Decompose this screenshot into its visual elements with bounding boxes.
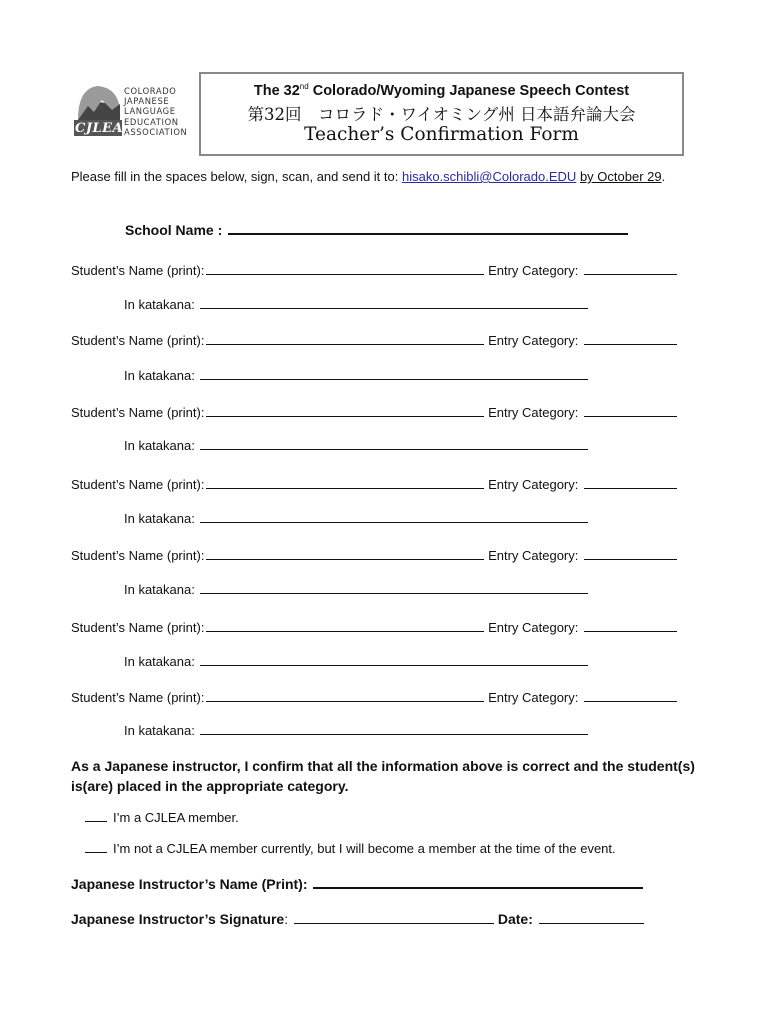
school-name-line[interactable] xyxy=(228,221,628,235)
instructor-signature-field[interactable]: Japanese Instructor’s Signature: Date: xyxy=(71,911,644,927)
contest-title: The 32nd Colorado/Wyoming Japanese Speech Contest xyxy=(253,82,630,99)
student-name-line[interactable] xyxy=(206,476,484,489)
katakana-row: In katakana: xyxy=(124,296,588,312)
katakana-line[interactable] xyxy=(200,367,588,380)
student-name-row: Student’s Name (print): Entry Category: xyxy=(71,689,677,705)
signature-label: Japanese Instructor’s Signature xyxy=(71,911,285,927)
entry-category-line[interactable] xyxy=(584,619,677,632)
deadline: by October 29 xyxy=(579,169,662,184)
logo-line: LANGUAGE xyxy=(124,106,176,117)
student-name-line[interactable] xyxy=(206,262,484,275)
katakana-row: In katakana: xyxy=(124,722,588,738)
katakana-row: In katakana: xyxy=(124,437,588,453)
cjlea-logo xyxy=(72,80,188,138)
entry-category-line[interactable] xyxy=(584,332,677,345)
katakana-row: In katakana: xyxy=(124,653,588,669)
student-name-row: Student’s Name (print): Entry Category: xyxy=(71,547,677,563)
school-name-field[interactable] xyxy=(125,221,628,238)
katakana-line[interactable] xyxy=(200,653,588,666)
katakana-row: In katakana: xyxy=(124,510,588,526)
student-name-line[interactable] xyxy=(206,547,484,560)
entry-category-line[interactable] xyxy=(584,262,677,275)
confirmation-statement: As a Japanese instructor, I confirm that all the information above is correct and the student(s) is(are) placed in the appropriate category. xyxy=(71,758,695,794)
student-name-row: Student’s Name (print): Entry Category: xyxy=(71,262,677,278)
student-name-line[interactable] xyxy=(206,619,484,632)
nonmember-check-line[interactable] xyxy=(85,840,107,853)
date-label: Date: xyxy=(497,911,537,927)
title-box xyxy=(199,72,684,156)
logo-acronym: CJLEA xyxy=(75,121,124,136)
student-name-line[interactable] xyxy=(206,689,484,702)
instructor-name-label: Japanese Instructor’s Name (Print): xyxy=(71,876,312,892)
signature-line[interactable] xyxy=(294,911,494,924)
instructor-name-line[interactable] xyxy=(313,875,643,889)
ordinal-suffix: nd xyxy=(299,82,309,91)
entry-category-line[interactable] xyxy=(584,476,677,489)
member-check-line[interactable] xyxy=(85,809,107,822)
student-name-row: Student’s Name (print): Entry Category: xyxy=(71,619,677,635)
date-line[interactable] xyxy=(539,911,644,924)
entry-category-line[interactable] xyxy=(584,404,677,417)
email-link[interactable]: hisako.schibli@Colorado.EDU xyxy=(401,169,577,184)
logo-line: JAPANESE xyxy=(124,96,170,107)
logo-line: EDUCATION xyxy=(124,116,179,127)
logo-line: COLORADO xyxy=(124,86,177,96)
nonmember-option[interactable] xyxy=(85,840,616,856)
instructions: Please fill in the spaces below, sign, scan, and send it to: hisako.schibli@Colorado.EDU by October 29. xyxy=(71,169,666,184)
instructor-name-field[interactable] xyxy=(71,875,643,892)
katakana-line[interactable] xyxy=(200,437,588,450)
student-name-line[interactable] xyxy=(206,332,484,345)
entry-category-line[interactable] xyxy=(584,547,677,560)
student-name-row: Student’s Name (print): Entry Category: xyxy=(71,332,677,348)
student-name-row: Student’s Name (print): Entry Category: xyxy=(71,404,677,420)
katakana-line[interactable] xyxy=(200,722,588,735)
katakana-line[interactable] xyxy=(200,581,588,594)
japanese-title: 第32回 コロラド・ワイオミング州 日本語弁論大会 xyxy=(247,105,636,124)
logo-line: ASSOCIATION xyxy=(124,126,188,137)
nonmember-option-label: I’m not a CJLEA member currently, but I will become a member at the time of the event. xyxy=(113,841,616,856)
katakana-row: In katakana: xyxy=(124,367,588,383)
member-option[interactable] xyxy=(85,809,239,825)
student-name-row: Student’s Name (print): Entry Category: xyxy=(71,476,677,492)
student-name-line[interactable] xyxy=(206,404,484,417)
entry-category-line[interactable] xyxy=(584,689,677,702)
form-title: Teacher’s Confirmation Form xyxy=(304,124,579,145)
katakana-line[interactable] xyxy=(200,296,588,309)
katakana-row: In katakana: xyxy=(124,581,588,597)
school-name-label: School Name : xyxy=(125,222,227,238)
member-option-label: I’m a CJLEA member. xyxy=(113,810,239,825)
katakana-line[interactable] xyxy=(200,510,588,523)
logo-text-block xyxy=(124,86,187,137)
